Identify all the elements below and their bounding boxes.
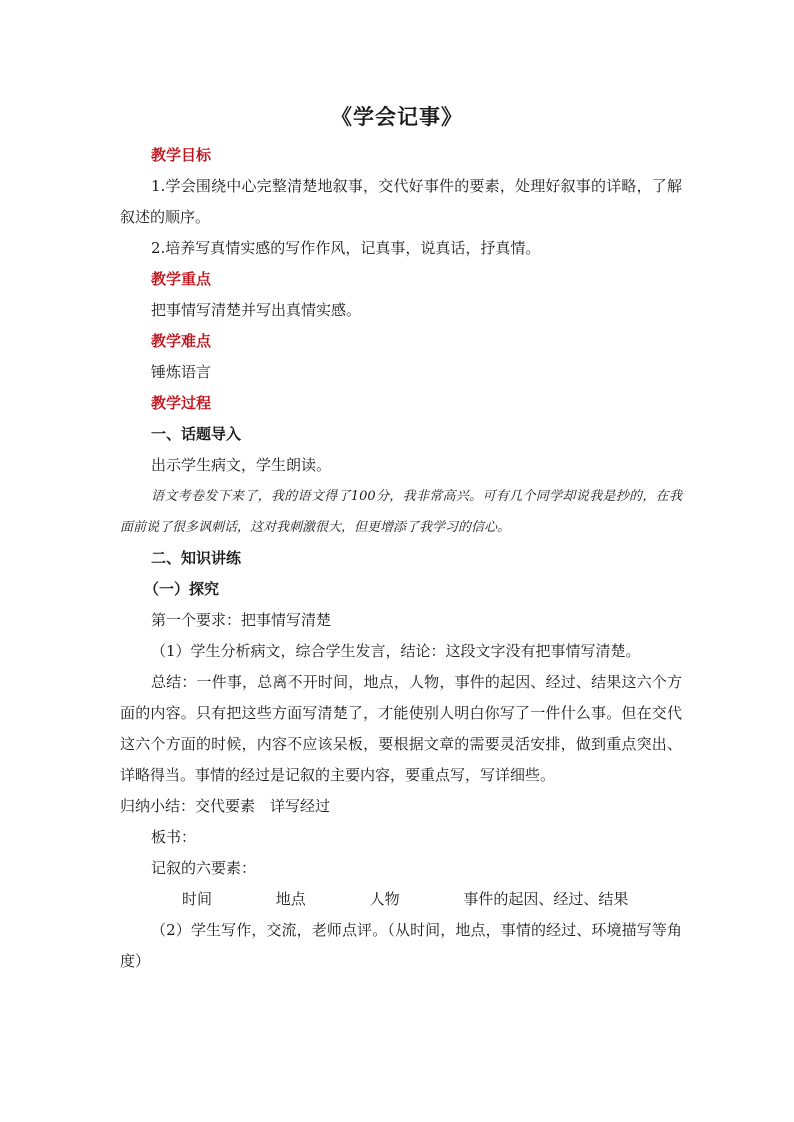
goal-2: 2.培养写真情实感的写作作风，记真事，说真话，抒真情。 bbox=[151, 239, 541, 257]
board: 板书： bbox=[151, 828, 197, 846]
element-time: 时间 bbox=[182, 890, 213, 908]
summary: 总结：一件事，总离不开时间，地点，人物，事件的起因、经过、结果这六个方面的内容。只有把这些方面写清楚了，才能使别人明白你写了一件什么事。但在交代这六个方面的时候，内容不应该呆板，要根据文章的需要灵活安排，做到重点突出、详略得当。事情的经过是记叙的主要内容，要重点写，写详细些。 bbox=[120, 673, 682, 784]
document-body bbox=[120, 140, 682, 977]
element-event: 事件的起因、经过、结果 bbox=[463, 890, 629, 908]
element-place: 地点 bbox=[275, 890, 306, 908]
page-title: 《学会记事》 bbox=[331, 104, 463, 129]
difficulty-text: 锤炼语言 bbox=[151, 363, 212, 381]
key-text: 把事情写清楚并写出真情实感。 bbox=[151, 301, 362, 319]
step2: （2）学生写作，交流，老师点评。（从时间，地点，事情的经过、环境描写等角度） bbox=[120, 921, 682, 970]
goal-heading: 教学目标 bbox=[151, 146, 212, 164]
six-elements-row bbox=[120, 884, 682, 915]
six-elements-label: 记叙的六要素： bbox=[151, 859, 257, 877]
process-heading: 教学过程 bbox=[151, 394, 212, 412]
req1: 第一个要求：把事情写清楚 bbox=[151, 611, 332, 629]
mini-summary: 归纳小结：交代要素 详写经过 bbox=[120, 797, 331, 815]
element-people: 人物 bbox=[369, 890, 400, 908]
part1-text: 出示学生病文，学生朗读。 bbox=[151, 456, 332, 474]
sample-text: 语文考卷发下来了，我的语文得了100分，我非常高兴。可有几个同学却说我是抄的，在我面前说了很多讽刺话，这对我刺激很大，但更增添了我学习的信心。 bbox=[120, 489, 682, 535]
key-heading: 教学重点 bbox=[151, 270, 212, 288]
part1-heading: 一、话题导入 bbox=[151, 425, 242, 443]
difficulty-heading: 教学难点 bbox=[151, 332, 212, 350]
part2-heading: 二、知识讲练 bbox=[151, 549, 242, 567]
goal-1: 1.学会围绕中心完整清楚地叙事，交代好事件的要素，处理好叙事的详略，了解叙述的顺序。 bbox=[120, 177, 682, 226]
sub1-heading: （一）探究 bbox=[144, 580, 220, 598]
step1: （1）学生分析病文，综合学生发言，结论：这段文字没有把事情写清楚。 bbox=[151, 642, 641, 660]
